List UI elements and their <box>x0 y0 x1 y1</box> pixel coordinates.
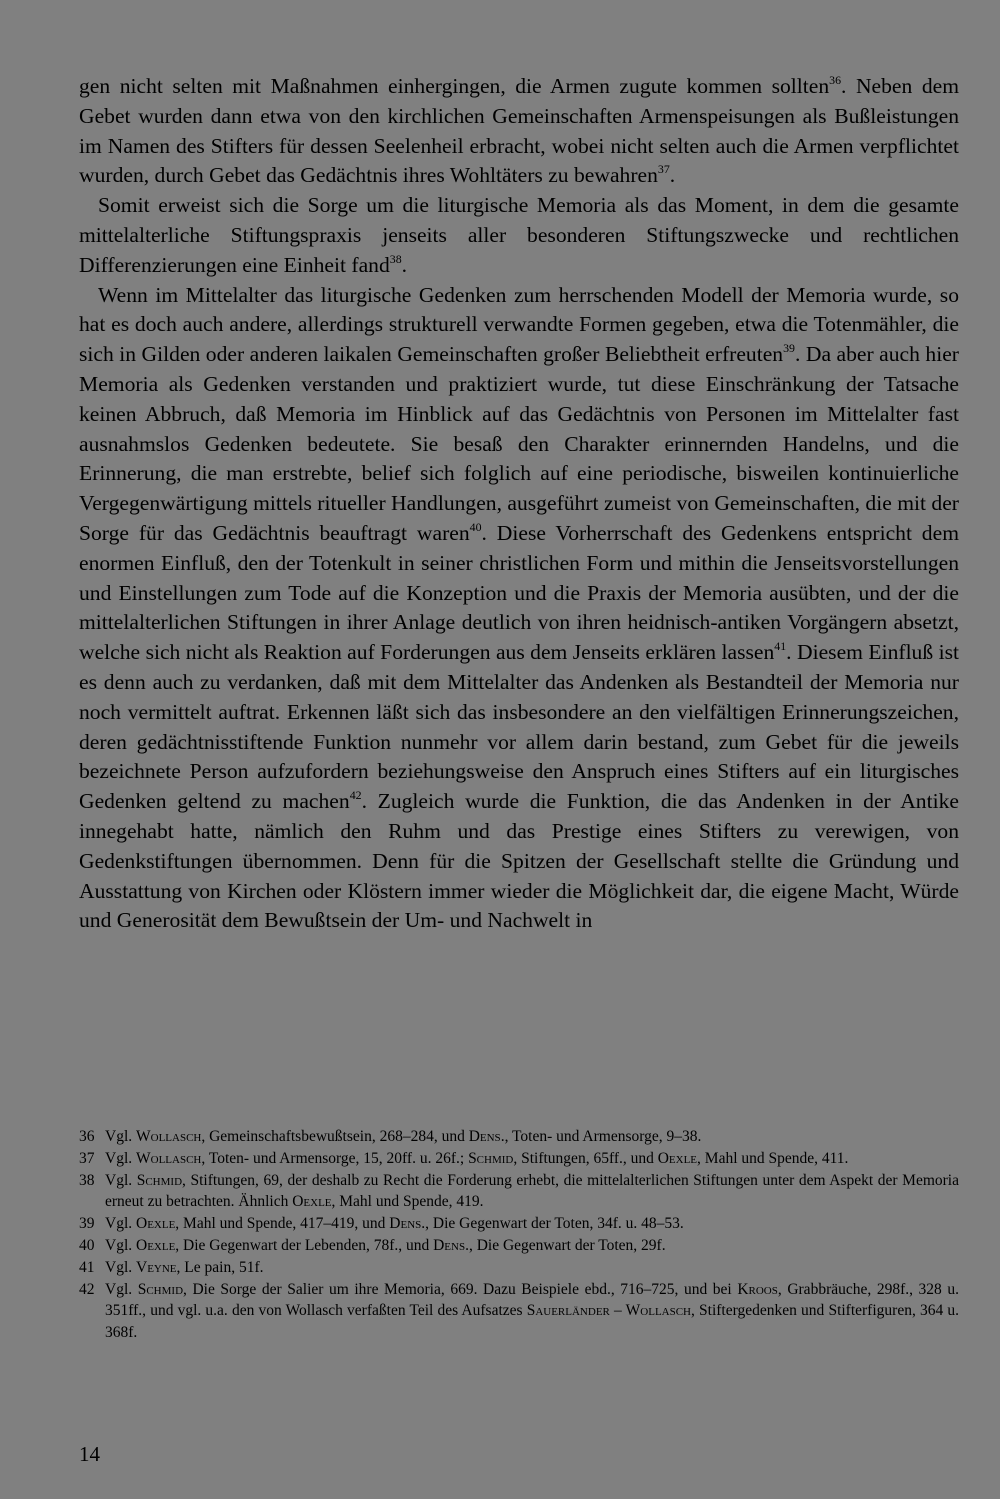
text-segment: Vgl. <box>105 1171 137 1189</box>
text-segment: , Toten- und Armensorge, 15, 20ff. u. 26f.; <box>201 1149 469 1167</box>
footnote <box>79 1148 959 1170</box>
footnote-reference: 40 <box>469 520 482 535</box>
footnote-reference: 42 <box>349 788 362 803</box>
author-name: Wollasch <box>136 1128 202 1145</box>
footnote <box>79 1235 959 1257</box>
footnote <box>79 1213 959 1235</box>
text-segment: , Die Sorge der Salier um ihre Memoria, 669. Dazu Beispiele ebd., 716–725, und bei <box>183 1280 738 1298</box>
footnote-reference: 37 <box>657 162 670 177</box>
paragraph <box>79 191 959 280</box>
footnote-number: 36 <box>79 1128 95 1145</box>
footnote-text <box>105 1279 959 1344</box>
footnotes-section <box>79 1126 959 1344</box>
text-segment: , Stiftungen, 69, der deshalb zu Recht die Forderung erhebt, die mittelalterlichen Stiftungen unter dem Aspekt der Memoria erneut zu betrachten. Ähnlich <box>105 1171 959 1211</box>
text-segment: . <box>401 252 408 277</box>
body-text <box>79 72 959 936</box>
text-segment: . Zugleich wurde die Funktion, die das Andenken in der Antike innegehabt hatte, nämlich den Ruhm und das Prestige eines Stifters zu verewigen, von Gedenkstiftungen übernommen. Denn für die Spitzen der Gesellschaft stellte die Gründung und Ausstattung von Kirchen oder Klöstern immer wieder die Möglichkeit dar, die eigene Macht, Würde und Generosität dem Bewußtsein der Um- und Nachwelt in <box>79 789 959 933</box>
text-segment: Vgl. <box>105 1215 136 1233</box>
author-name: Dens <box>433 1236 466 1254</box>
text-segment: . <box>669 163 676 188</box>
author-name: Dens <box>468 1128 501 1145</box>
footnote-text <box>105 1148 959 1170</box>
text-segment: Vgl. <box>105 1280 138 1298</box>
paragraph <box>79 72 959 191</box>
author-name: Schmid <box>136 1171 183 1189</box>
footnote-number: 38 <box>79 1171 95 1189</box>
footnote-reference: 36 <box>829 73 842 88</box>
author-name: Oexle <box>292 1193 332 1211</box>
text-segment: . Diese Vorherrschaft des Gedenkens entspricht dem enormen Einfluß, den der Totenkult in seiner christlichen Form und mithin die Jenseitsvorstellungen und Einstellungen zum Tode auf die Konzeption und die Praxis der Memoria ausübten, und der die mittelalterlichen Stiftungen in ihrer Anlage deutlich von ihren heidnisch-antiken Vorgängern absetzt, welche sich nicht als Reaktion auf Forderungen aus dem Jenseits erklären lassen <box>79 520 959 665</box>
text-segment: Wenn im Mittelalter das liturgische Gedenken zum herrschenden Modell der Memoria wurde, so hat es doch auch andere, allerdings strukturell verwandte Formen gegeben, etwa die Totenmähler, die sich in Gilden oder anderen laikalen Gemeinschaften großer Beliebtheit erfreuten <box>79 282 959 367</box>
text-segment: , Le pain, 51f. <box>176 1258 264 1276</box>
footnote <box>79 1279 959 1344</box>
footnote-text <box>105 1235 959 1257</box>
author-name: Oexle <box>136 1236 176 1254</box>
text-segment: gen nicht selten mit Maßnahmen einhergingen, die Armen zugute kommen sollten <box>79 74 830 98</box>
text-segment: . Da aber auch hier Memoria als Gedenken verstanden und praktiziert wurde, tut diese Einschränkung der Tatsache keinen Abbruch, daß Memoria im Hinblick auf das Gedächtnis von Personen im Mittelalter fast ausnahmslos Gedenken bedeutete. Sie besaß den Charakter erinnernden Handelns, und die Erinnerung, die man erstrebte, belief sich folglich auf eine periodische, bisweilen kontinuierliche Vergegenwärtigung mittels ritueller Handlungen, ausgeführt zumeist von Gemeinschaften, die mit der Sorge für das Gedächtnis beauftragt waren <box>79 342 959 545</box>
author-name: Oexle <box>657 1149 698 1167</box>
author-name: Schmid <box>137 1280 184 1298</box>
footnote-reference: 41 <box>774 639 787 654</box>
text-segment: , Mahl und Spende, 417–419, und <box>175 1215 390 1233</box>
text-segment: Vgl. <box>105 1258 136 1276</box>
footnote-number: 42 <box>79 1280 95 1298</box>
text-segment: , Stiftungen, 65ff., und <box>513 1149 658 1167</box>
text-segment: , Grabbräuche, 298f., 328 u. 351ff., und vgl. u.a. den von Wollasch verfaßten Teil des Aufsatzes <box>105 1280 960 1320</box>
paragraph <box>79 281 959 937</box>
text-segment: , Stiftergedenken und Stifterfiguren, 364 u. 368f. <box>105 1302 959 1342</box>
footnote-text <box>105 1170 959 1214</box>
page-number: 14 <box>79 1442 100 1466</box>
footnote <box>79 1257 959 1279</box>
footnote-text <box>105 1213 959 1235</box>
text-segment: ., Die Gegenwart der Toten, 29f. <box>465 1236 666 1254</box>
text-segment: Somit erweist sich die Sorge um die liturgische Memoria als das Moment, in dem die gesamte mittelalterliche Stiftungspraxis jenseits aller besonderen Stiftungszwecke und rechtlichen Differenzierungen eine Einheit fand <box>79 193 959 277</box>
author-name: Kroos <box>737 1280 778 1298</box>
footnote-number: 40 <box>79 1236 95 1254</box>
footnote-text <box>105 1257 959 1279</box>
author-name: Sauerländer – Wollasch <box>526 1302 692 1320</box>
footnote-number: 41 <box>79 1258 95 1276</box>
text-segment: ., Die Gegenwart der Toten, 34f. u. 48–53. <box>421 1215 684 1233</box>
footnote-reference: 39 <box>783 341 795 356</box>
author-name: Dens <box>389 1215 422 1233</box>
text-segment: . Diesem Einfluß ist es denn auch zu verdanken, daß mit dem Mittelalter das Andenken als Bestandteil der Memoria nur noch vermittelt auftrat. Erkennen läßt sich das insbesondere an den vielfältigen Erinnerungszeichen, deren gedächtnisstiftende Funktion nunmehr vor allem darin bestand, zum Gebet für die jeweils bezeichnete Person aufzufordern beziehungsweise den Anspruch eines Stifters auf ein liturgisches Gedenken geltend zu machen <box>79 640 959 814</box>
text-segment: , Gemeinschaftsbewußtsein, 268–284, und <box>201 1128 469 1145</box>
text-segment: , Mahl und Spende, 419. <box>331 1193 484 1211</box>
author-name: Oexle <box>136 1215 176 1233</box>
text-segment: . Neben dem Gebet wurden dann etwa von den kirchlichen Gemeinschaften Armenspeisungen als Bußleistungen im Namen des Stifters für dessen Seelenheil erbracht, wobei nicht selten auch die Armen verpflichtet wurden, durch Gebet das Gedächtnis ihres Wohltäters zu bewahren <box>79 74 960 188</box>
text-segment: ., Toten- und Armensorge, 9–38. <box>500 1128 702 1145</box>
footnote-text <box>105 1126 959 1148</box>
text-segment: Vgl. <box>105 1128 136 1145</box>
author-name: Wollasch <box>136 1149 202 1167</box>
text-segment: Vgl. <box>105 1236 136 1254</box>
footnote-reference: 38 <box>389 251 402 266</box>
footnote <box>79 1126 959 1148</box>
text-segment: , Die Gegenwart der Lebenden, 78f., und <box>175 1236 434 1254</box>
footnote <box>79 1170 959 1214</box>
text-segment: , Mahl und Spende, 411. <box>697 1149 849 1167</box>
text-segment: Vgl. <box>105 1149 136 1167</box>
author-name: Veyne <box>136 1258 177 1276</box>
footnote-number: 39 <box>79 1215 95 1233</box>
footnote-number: 37 <box>79 1149 95 1167</box>
author-name: Schmid <box>468 1149 514 1167</box>
